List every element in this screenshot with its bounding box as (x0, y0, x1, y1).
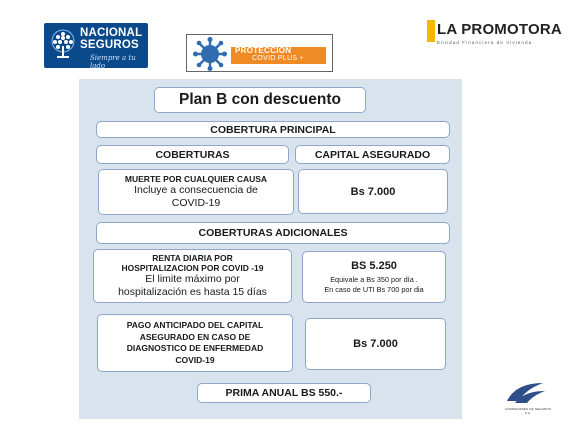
renta-line2: hospitalización es hasta 15 días (118, 286, 267, 298)
renta-coverage-cell (93, 249, 292, 303)
footer-logo-text: CORREDORES DE SEGUROS S.A. (504, 407, 552, 415)
renta-detail-line2: En caso de UTI Bs 700 por dia (324, 284, 424, 294)
muerte-line1: Incluye a consecuencia de (134, 183, 258, 196)
capital-asegurado-column-header: CAPITAL ASEGURADO (295, 145, 450, 164)
pago-amount: Bs 7.000 (305, 318, 446, 370)
renta-title-line2: HOSPITALIZACION POR COVID -19 (121, 262, 264, 273)
promotora-yellow-mark (427, 20, 435, 42)
muerte-coverage-cell (98, 169, 294, 215)
promotora-name: LA PROMOTORA (437, 21, 562, 38)
swoosh-icon (503, 379, 549, 407)
nacional-seguros-logo (44, 23, 148, 68)
pago-line2: ASEGURADO EN CASO DE (139, 331, 251, 342)
la-promotora-logo (427, 20, 562, 52)
renta-line1: El limite máximo por (145, 272, 240, 285)
prima-anual-box: PRIMA ANUAL BS 550.- (197, 383, 371, 403)
nacional-tagline: Siempre a tu lado (90, 54, 136, 70)
pago-line3: DIAGNOSTICO DE ENFERMEDAD (126, 343, 264, 353)
tree-icon (49, 28, 77, 62)
plan-title: Plan B con descuento (154, 87, 366, 113)
covid-logo-line1: PROTECCIÓN (235, 46, 292, 55)
cobertura-principal-header: COBERTURA PRINCIPAL (96, 121, 450, 138)
coberturas-adicionales-header: COBERTURAS ADICIONALES (96, 222, 450, 244)
nacional-brand-line2: SEGUROS (80, 39, 139, 51)
pago-anticipado-cell (97, 314, 293, 372)
renta-title-line1: RENTA DIARIA POR (152, 252, 233, 263)
renta-detail-line1: Equivale a Bs 350 por día . (330, 274, 418, 284)
promotora-tagline: Entidad Financiera de Vivienda (437, 40, 533, 45)
muerte-amount: Bs 7.000 (298, 169, 448, 214)
renta-amount: BS 5.250 (351, 259, 397, 272)
corredores-footer-logo (503, 379, 552, 419)
virus-icon (193, 37, 227, 71)
covid-logo-line2: COVID PLUS + (252, 55, 305, 62)
renta-amount-cell (302, 251, 446, 303)
nacional-brand-line1: NACIONAL (80, 27, 143, 39)
coberturas-column-header: COBERTURAS (96, 145, 289, 164)
pago-line4: COVID-19 (175, 354, 215, 365)
proteccion-covid-logo (186, 34, 333, 72)
muerte-line2: COVID-19 (171, 197, 221, 209)
muerte-title: MUERTE POR CUALQUIER CAUSA (124, 173, 268, 184)
pago-line1: PAGO ANTICIPADO DEL CAPITAL (126, 320, 264, 330)
